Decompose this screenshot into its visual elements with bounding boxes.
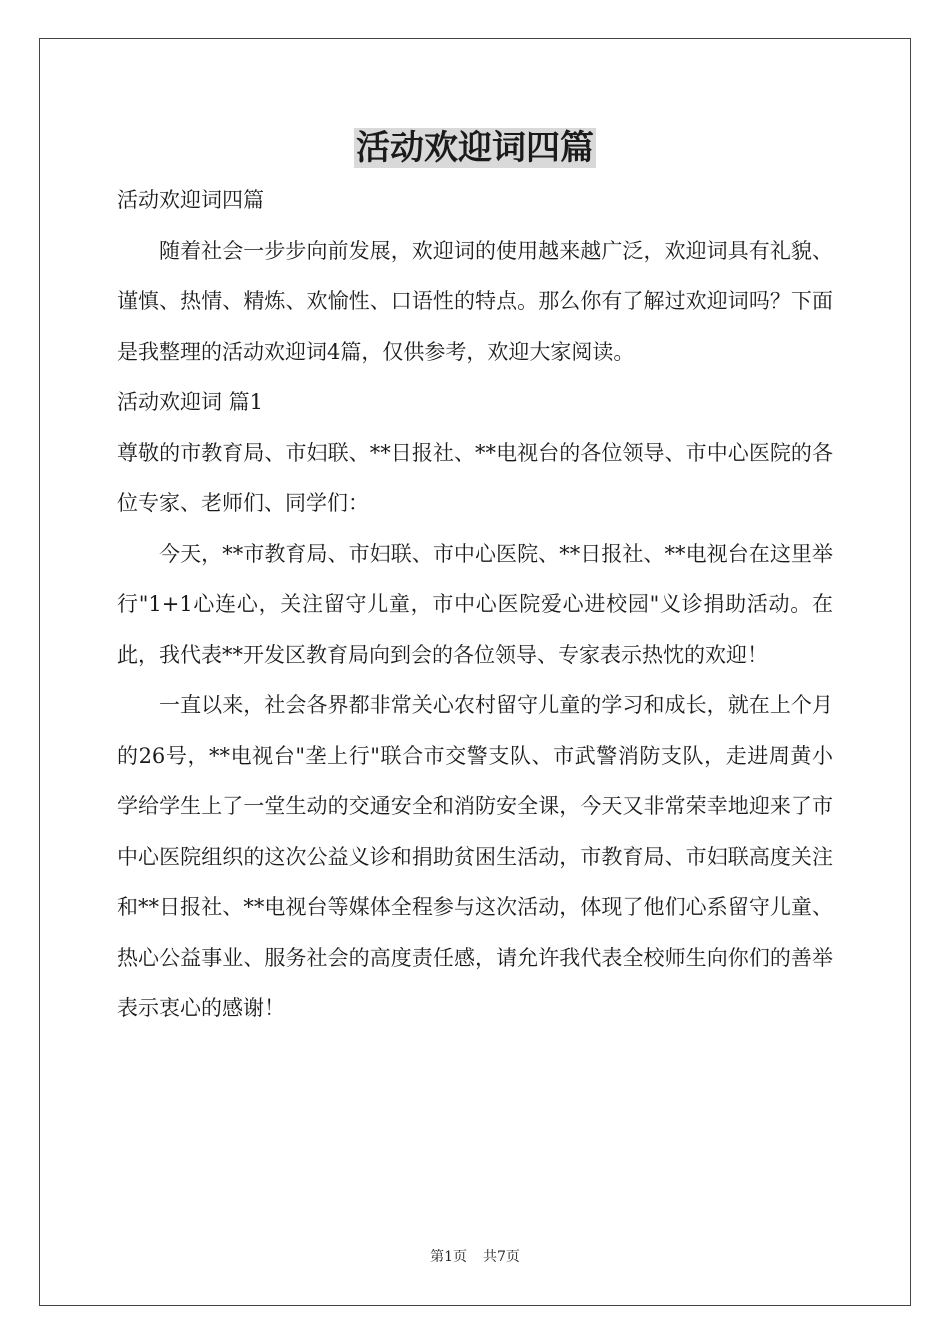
intro-paragraph: 随着社会一步步向前发展，欢迎词的使用越来越广泛，欢迎词具有礼貌、谨慎、热情、精炼、欢愉性、口语性的特点。那么你有了解过欢迎词吗？下面是我整理的活动欢迎词4篇，仅供参考，欢迎大家阅读。 bbox=[117, 238, 833, 364]
body-paragraph: 今天，**市教育局、市妇联、市中心医院、**日报社、**电视台在这里举行"1+1心连心，关注留守儿童，市中心医院爱心进校园"义诊捐助活动。在此，我代表**开发区教育局向到会的各位领导、专家表示热忱的欢迎！ bbox=[117, 541, 833, 667]
document-subtitle: 活动欢迎词四篇 bbox=[117, 188, 264, 212]
body-paragraph: 一直以来，社会各界都非常关心农村留守儿童的学习和成长，就在上个月的26号，**电视台"垄上行"联合市交警支队、市武警消防支队，走进周黄小学给学生上了一堂生动的交通安全和消防安全课，今天又非常荣幸地迎来了市中心医院组织的这次公益义诊和捐助贫困生活动，市教育局、市妇联高度关注和**日报社、**电视台等媒体全程参与这次活动，体现了他们心系留守儿童、热心公益事业、服务社会的高度责任感，请允许我代表全校师生向你们的善举表示衷心的感谢！ bbox=[117, 693, 833, 1020]
page-number: 第1页 bbox=[430, 1249, 467, 1265]
document-body bbox=[117, 175, 833, 1034]
salutation-paragraph: 尊敬的市教育局、市妇联、**日报社、**电视台的各位领导、市中心医院的各位专家、老师们、同学们： bbox=[117, 440, 833, 515]
document-title bbox=[0, 126, 950, 170]
section-heading: 活动欢迎词 篇1 bbox=[117, 390, 264, 414]
page-count: 共7页 bbox=[483, 1249, 520, 1265]
page-footer bbox=[0, 1248, 950, 1266]
document-title-text: 活动欢迎词四篇 bbox=[356, 128, 594, 168]
